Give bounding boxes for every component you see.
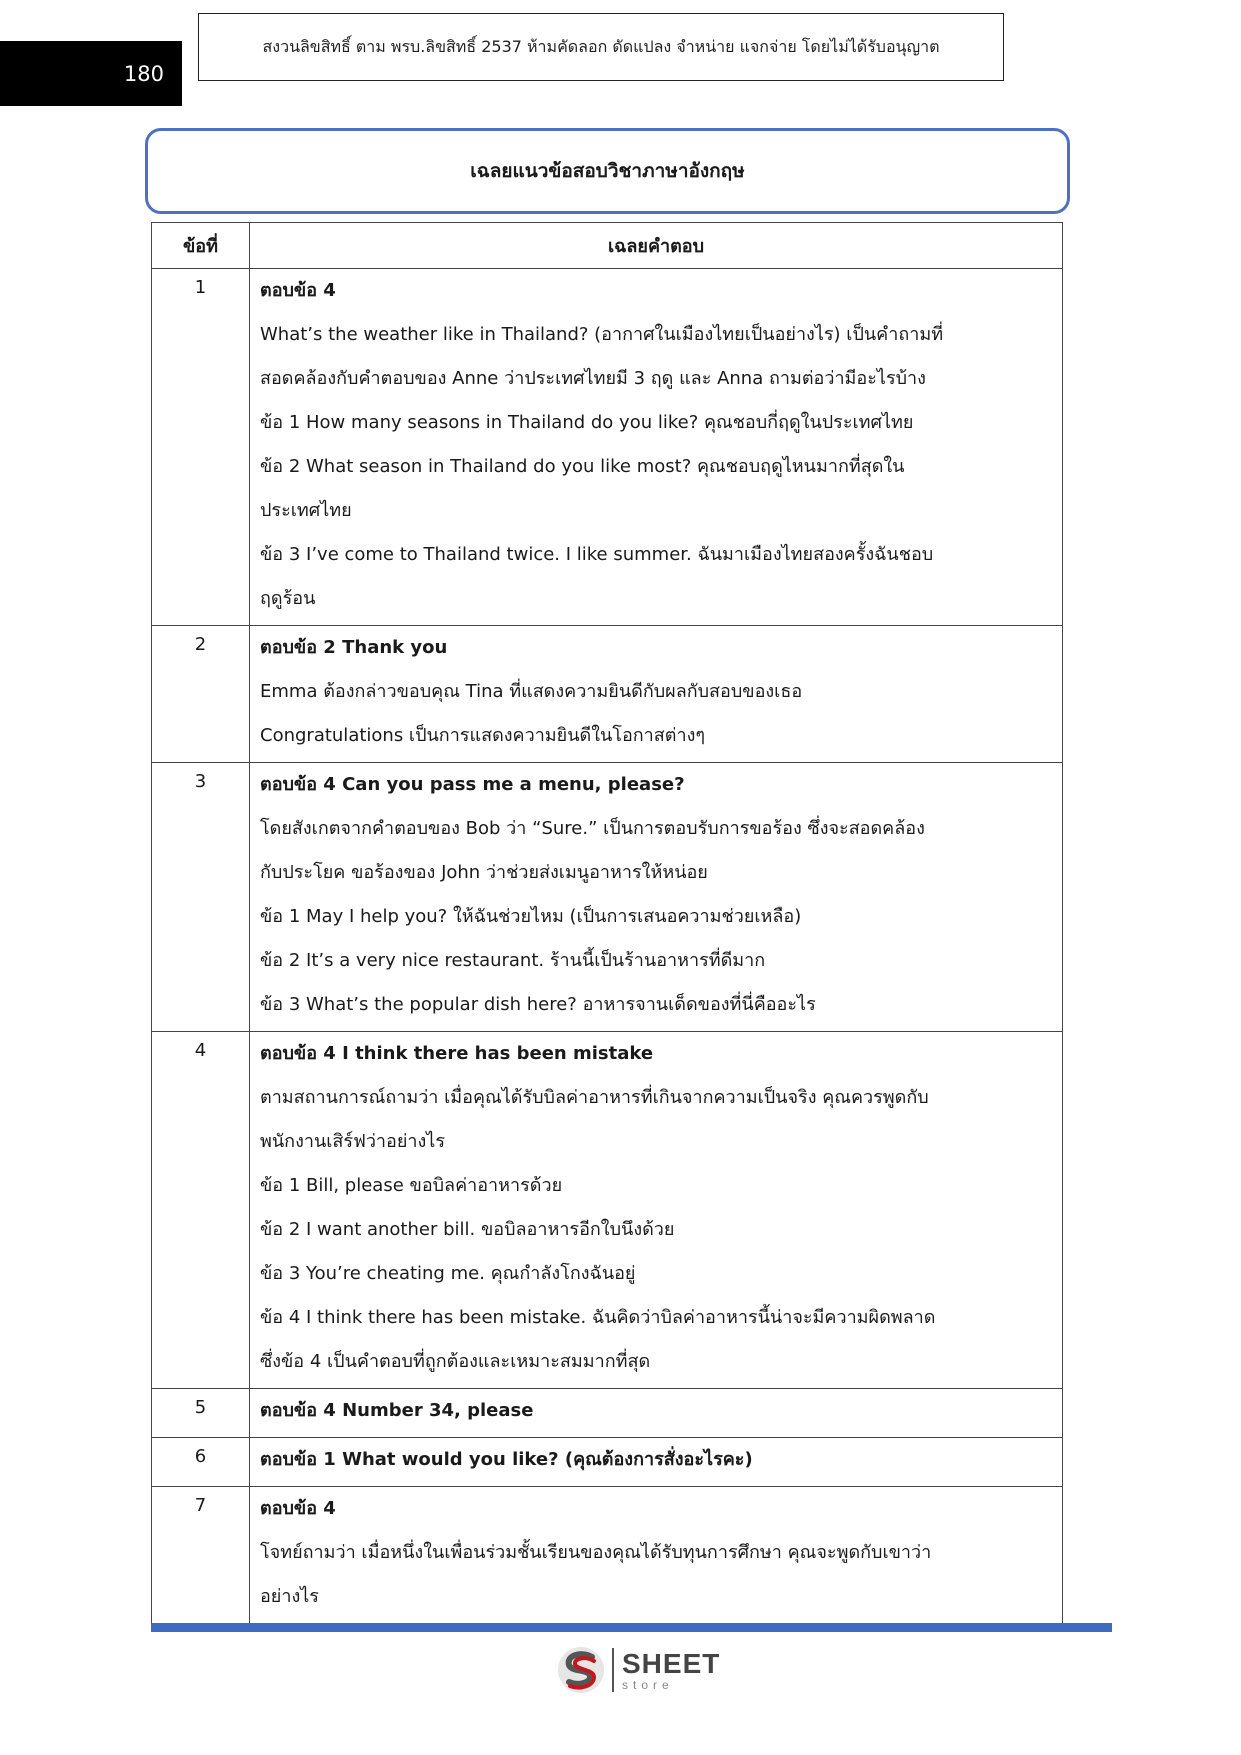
sheet-store-s-icon: [556, 1645, 606, 1695]
explanation-line: ข้อ 1 Bill, please ขอบิลค่าอาหารด้วย: [260, 1175, 563, 1196]
logo-subword: store: [622, 1677, 674, 1692]
explanation-line: อย่างไร: [260, 1586, 319, 1607]
explanation-line: ข้อ 2 I want another bill. ขอบิลอาหารอีกใบนึงด้วย: [260, 1219, 675, 1240]
answer-explanation: [250, 763, 1063, 1032]
question-number: 2: [152, 626, 250, 763]
answer-explanation: [250, 1438, 1063, 1487]
sheet-store-logo: [556, 1645, 720, 1695]
table-header-row: [152, 223, 1063, 269]
question-number: 4: [152, 1032, 250, 1389]
question-number: 7: [152, 1487, 250, 1624]
table-row: [152, 763, 1063, 1032]
table-row: [152, 1389, 1063, 1438]
explanation-line: Emma ต้องกล่าวขอบคุณ Tina ที่แสดงความยินดีกับผลกับสอบของเธอ: [260, 681, 803, 702]
table-row: [152, 1487, 1063, 1624]
logo-text: [622, 1647, 721, 1692]
answer-rows: [152, 269, 1063, 1624]
explanation-line: ข้อ 3 What’s the popular dish here? อาหารจานเด็ดของที่นี่คืออะไร: [260, 994, 816, 1015]
footer-divider: [151, 1623, 1112, 1632]
question-number: 6: [152, 1438, 250, 1487]
answer-explanation: [250, 1032, 1063, 1389]
explanation-line: ฤดูร้อน: [260, 588, 316, 609]
logo-word: SHEET: [622, 1647, 721, 1679]
column-header-answer: เฉลยคำตอบ: [250, 223, 1063, 269]
explanation-line: ข้อ 2 It’s a very nice restaurant. ร้านนี้เป็นร้านอาหารที่ดีมาก: [260, 950, 766, 971]
explanation-line: สอดคล้องกับคำตอบของ Anne ว่าประเทศไทยมี 3 ฤดู และ Anna ถามต่อว่ามีอะไรบ้าง: [260, 368, 926, 389]
answer-choice: ตอบข้อ 4 Number 34, please: [260, 1400, 534, 1421]
explanation-line: ข้อ 3 I’ve come to Thailand twice. I like summer. ฉันมาเมืองไทยสองครั้งฉันชอบ: [260, 544, 934, 565]
question-number: 5: [152, 1389, 250, 1438]
answer-explanation: [250, 269, 1063, 626]
page-title-text: เฉลยแนวข้อสอบวิชาภาษาอังกฤษ: [470, 160, 745, 182]
answer-choice: ตอบข้อ 4 Can you pass me a menu, please?: [260, 774, 685, 795]
answer-choice: ตอบข้อ 4 I think there has been mistake: [260, 1043, 654, 1064]
explanation-line: กับประโยค ขอร้องของ John ว่าช่วยส่งเมนูอาหารให้หน่อย: [260, 862, 708, 883]
explanation-line: โจทย์ถามว่า เมื่อหนึ่งในเพื่อนร่วมชั้นเรียนของคุณได้รับทุนการศึกษา คุณจะพูดกับเขาว่า: [260, 1542, 932, 1563]
answer-explanation: [250, 1389, 1063, 1438]
copyright-notice: สงวนลิขสิทธิ์ ตาม พรบ.ลิขสิทธิ์ 2537 ห้ามคัดลอก ดัดแปลง จำหน่าย แจกจ่าย โดยไม่ได้รับอนุญาต: [198, 13, 1004, 81]
answer-choice: ตอบข้อ 1 What would you like? (คุณต้องการสั่งอะไรคะ): [260, 1449, 753, 1470]
explanation-line: Congratulations เป็นการแสดงความยินดีในโอกาสต่างๆ: [260, 725, 706, 746]
answer-choice: ตอบข้อ 4: [260, 280, 336, 301]
column-header-number: ข้อที่: [152, 223, 250, 269]
explanation-line: What’s the weather like in Thailand? (อากาศในเมืองไทยเป็นอย่างไร) เป็นคำถามที่: [260, 324, 944, 345]
explanation-line: ข้อ 2 What season in Thailand do you like most? คุณชอบฤดูไหนมากที่สุดใน: [260, 456, 905, 477]
explanation-line: ประเทศไทย: [260, 500, 352, 521]
explanation-line: ซึ่งข้อ 4 เป็นคำตอบที่ถูกต้องและเหมาะสมมากที่สุด: [260, 1351, 651, 1372]
explanation-line: โดยสังเกตจากคำตอบของ Bob ว่า “Sure.” เป็นการตอบรับการขอร้อง ซึ่งจะสอดคล้อง: [260, 818, 925, 839]
question-number: 3: [152, 763, 250, 1032]
explanation-line: ข้อ 1 How many seasons in Thailand do you like? คุณชอบกี่ฤดูในประเทศไทย: [260, 412, 914, 433]
logo-separator: [612, 1648, 614, 1692]
table-row: [152, 269, 1063, 626]
answer-explanation: [250, 1487, 1063, 1624]
answer-explanation: [250, 626, 1063, 763]
answer-choice: ตอบข้อ 2 Thank you: [260, 637, 448, 658]
table-row: [152, 626, 1063, 763]
explanation-line: ข้อ 4 I think there has been mistake. ฉันคิดว่าบิลค่าอาหารนี้น่าจะมีความผิดพลาด: [260, 1307, 936, 1328]
question-number: 1: [152, 269, 250, 626]
table-row: [152, 1032, 1063, 1389]
explanation-line: ข้อ 3 You’re cheating me. คุณกำลังโกงฉันอยู่: [260, 1263, 636, 1284]
page-number: 180: [0, 41, 182, 106]
table-row: [152, 1438, 1063, 1487]
explanation-line: ข้อ 1 May I help you? ให้ฉันช่วยไหม (เป็นการเสนอความช่วยเหลือ): [260, 906, 802, 927]
page-title: [145, 128, 1070, 214]
explanation-line: พนักงานเสิร์ฟว่าอย่างไร: [260, 1131, 446, 1152]
answer-key-table: [151, 222, 1063, 1624]
explanation-line: ตามสถานการณ์ถามว่า เมื่อคุณได้รับบิลค่าอาหารที่เกินจากความเป็นจริง คุณควรพูดกับ: [260, 1087, 929, 1108]
answer-choice: ตอบข้อ 4: [260, 1498, 336, 1519]
